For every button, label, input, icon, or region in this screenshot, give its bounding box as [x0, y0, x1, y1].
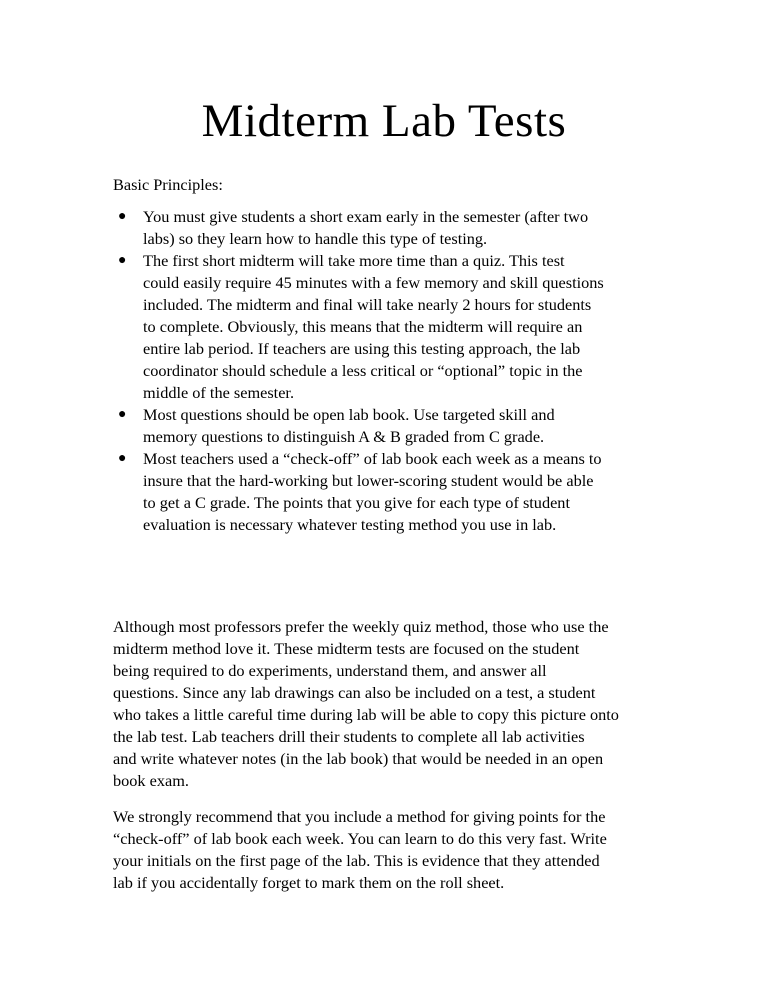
- bullet-icon: ●: [118, 209, 127, 224]
- bullet-line: included. The midterm and final will take nearly 2 hours for students: [143, 295, 592, 314]
- bullet-line: coordinator should schedule a less critical or “optional” topic in the: [143, 361, 583, 380]
- paragraph-line: Although most professors prefer the weekly quiz method, those who use the: [113, 617, 609, 636]
- paragraph-line: book exam.: [113, 771, 189, 790]
- bullet-line: middle of the semester.: [143, 383, 295, 402]
- bullet-line: to get a C grade. The points that you give for each type of student: [143, 493, 570, 512]
- bullet-icon: ●: [118, 253, 127, 268]
- paragraph-line: lab if you accidentally forget to mark them on the roll sheet.: [113, 873, 505, 892]
- paragraph-line: and write whatever notes (in the lab book) that would be needed in an open: [113, 749, 604, 768]
- bullet-line: insure that the hard-working but lower-scoring student would be able: [143, 471, 594, 490]
- bullet-line: labs) so they learn how to handle this type of testing.: [143, 229, 488, 248]
- bullet-line: Most teachers used a “check-off” of lab book each week as a means to: [143, 449, 602, 468]
- paragraph-line: who takes a little careful time during lab will be able to copy this picture onto: [113, 705, 619, 724]
- bullet-line: You must give students a short exam early in the semester (after two: [143, 207, 589, 226]
- bullet-icon: ●: [118, 407, 127, 422]
- paragraph-line: questions. Since any lab drawings can also be included on a test, a student: [113, 683, 596, 702]
- paragraph-line: the lab test. Lab teachers drill their students to complete all lab activities: [113, 727, 585, 746]
- bullet-line: memory questions to distinguish A & B graded from C grade.: [143, 427, 545, 446]
- paragraph-line: your initials on the first page of the lab. This is evidence that they attended: [113, 851, 600, 870]
- bullet-line: The first short midterm will take more time than a quiz. This test: [143, 251, 565, 270]
- subheading: Basic Principles:: [113, 175, 223, 194]
- bullet-line: Most questions should be open lab book. Use targeted skill and: [143, 405, 555, 424]
- bullet-line: entire lab period. If teachers are using this testing approach, the lab: [143, 339, 581, 358]
- paragraph-line: “check-off” of lab book each week. You can learn to do this very fast. Write: [113, 829, 607, 848]
- bullet-line: evaluation is necessary whatever testing method you use in lab.: [143, 515, 557, 534]
- bullet-icon: ●: [118, 451, 127, 466]
- paragraph-line: being required to do experiments, understand them, and answer all: [113, 661, 547, 680]
- bullet-line: to complete. Obviously, this means that the midterm will require an: [143, 317, 583, 336]
- paragraph-line: midterm method love it. These midterm tests are focused on the student: [113, 639, 580, 658]
- page-title: Midterm Lab Tests: [201, 95, 567, 147]
- bullet-line: could easily require 45 minutes with a few memory and skill questions: [143, 273, 604, 292]
- paragraph-line: We strongly recommend that you include a method for giving points for the: [113, 807, 606, 826]
